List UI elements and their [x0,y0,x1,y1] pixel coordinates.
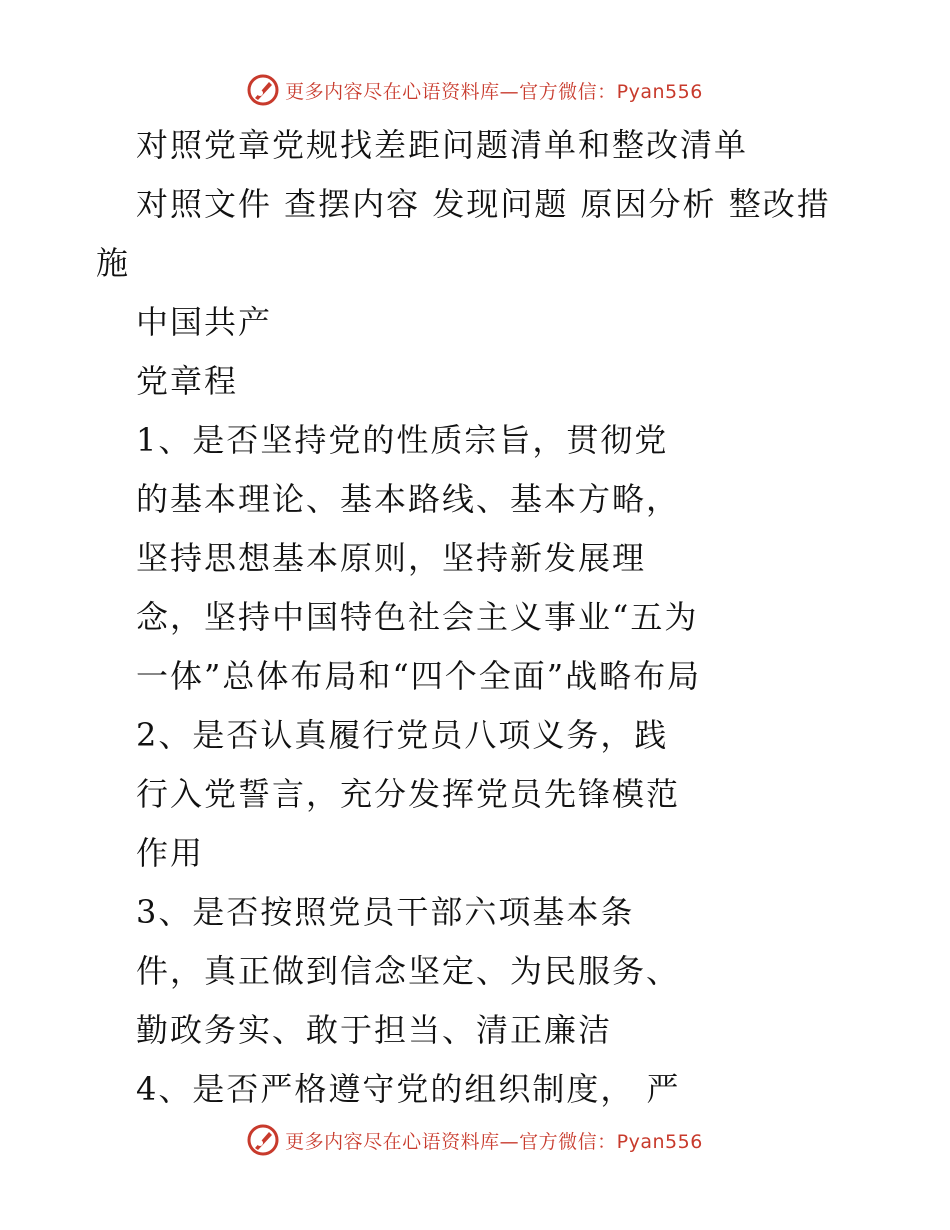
doc-line: 中国共产 [136,303,273,341]
quill-logo-icon [247,74,279,106]
doc-line: 勤政务实、敢于担当、清正廉洁 [136,1011,613,1049]
doc-line: 行入党誓言，充分发挥党员先锋模范 [136,775,681,813]
doc-line: 4、是否严格遵守党的组织制度， 严 [136,1070,681,1108]
footer-banner [0,1120,950,1160]
header-banner [0,70,950,110]
doc-line: 党章程 [136,362,239,400]
doc-line: 作用 [136,834,205,872]
doc-line: 坚持思想基本原则，坚持新发展理 [136,539,647,577]
doc-line: 施 [96,244,131,282]
doc-line: 1、是否坚持党的性质宗旨，贯彻党 [136,421,669,459]
doc-line: 2、是否认真履行党员八项义务，践 [136,716,669,754]
header-banner-text: 更多内容尽在心语资料库—官方微信：Pyan556 [285,80,703,103]
doc-line: 3、是否按照党员干部六项基本条 [136,893,635,931]
doc-line: 一体”总体布局和“四个全面”战略布局 [136,657,702,695]
doc-line: 念，坚持中国特色社会主义事业“五为 [136,598,699,636]
quill-logo-icon [247,1124,279,1156]
doc-line: 的基本理论、基本路线、基本方略， [136,480,681,518]
doc-line: 件，真正做到信念坚定、为民服务、 [136,952,681,990]
doc-title: 对照党章党规找差距问题清单和整改清单 [136,126,749,164]
doc-line: 对照文件 查摆内容 发现问题 原因分析 整改措 [136,185,831,223]
footer-banner-text: 更多内容尽在心语资料库—官方微信：Pyan556 [285,1130,703,1153]
document-body [0,116,950,1119]
